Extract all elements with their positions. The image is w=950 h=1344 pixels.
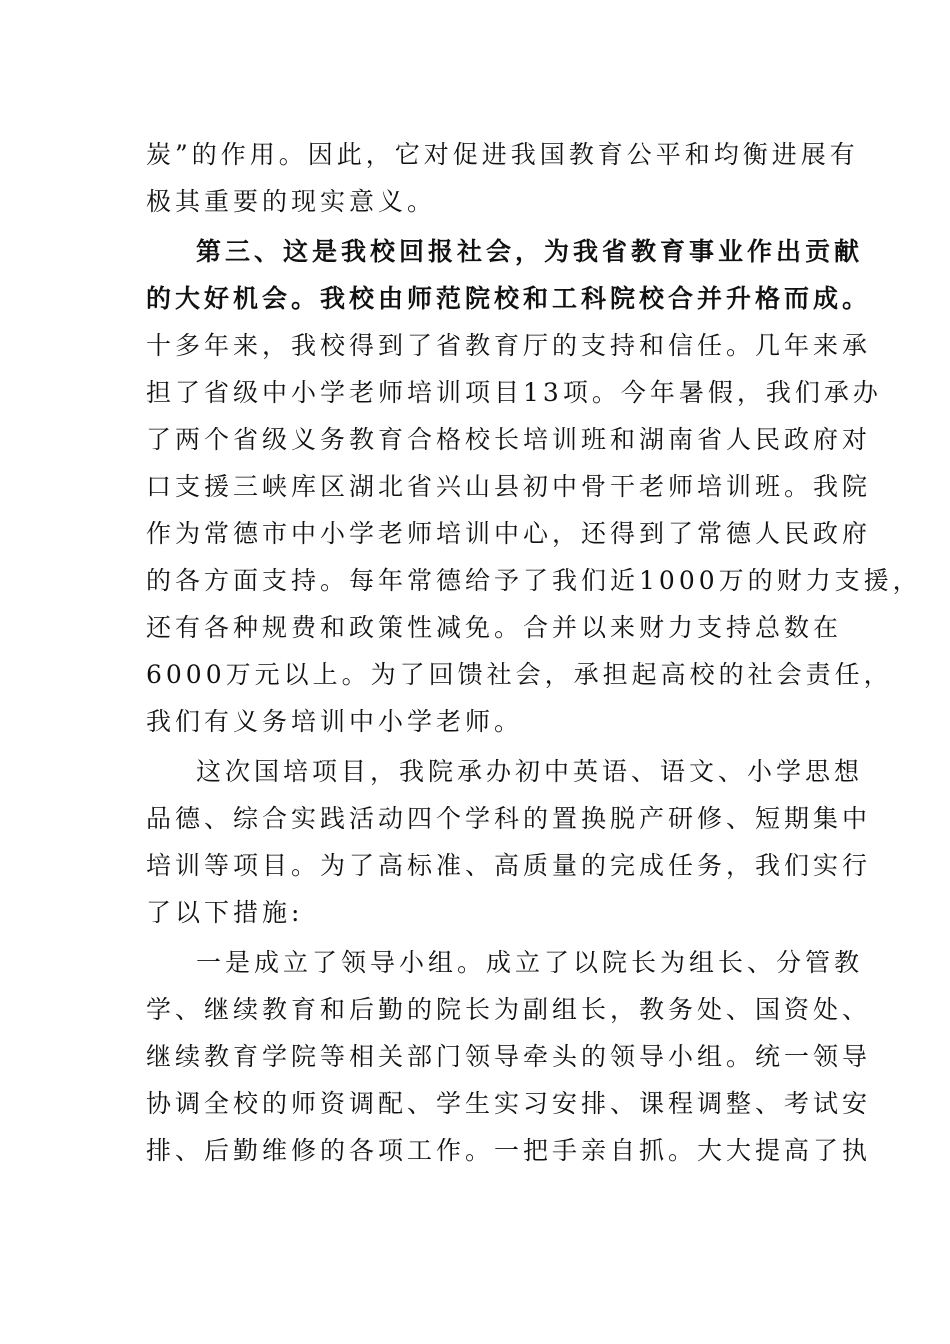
paragraph-line: 了以下措施: (146, 898, 304, 927)
paragraph-line: 培训等项目。为了高标准、高质量的完成任务，我们实行 (146, 851, 872, 880)
paragraph-line: 了两个省级义务教育合格校长培训班和湖南省人民政府对 (146, 425, 872, 454)
paragraph-line: 作为常德市中小学老师培训中心，还得到了常德人民政府 (146, 519, 872, 548)
paragraph-heading-line: 第三、这是我校回报社会，为我省教育事业作出贡献 (196, 237, 864, 266)
paragraph-line: 品德、综合实践活动四个学科的置换脱产研修、短期集中 (146, 804, 872, 833)
paragraph-line: 一是成立了领导小组。成立了以院长为组长、分管教 (196, 948, 864, 977)
paragraph-line: 炭”的作用。因此，它对促进我国教育公平和均衡进展有 (146, 140, 859, 169)
paragraph-line: 极其重要的现实意义。 (146, 187, 437, 216)
paragraph-line: 协调全校的师资调配、学生实习安排、课程调整、考试安 (146, 1089, 872, 1118)
paragraph-line: 还有各种规费和政策性减免。合并以来财力支持总数在 (146, 613, 843, 642)
paragraph-line: 学、继续教育和后勤的院长为副组长，教务处、国资处、 (146, 995, 872, 1024)
paragraph-line: 的各方面支持。每年常德给予了我们近1000万的财力支援， (146, 566, 922, 595)
paragraph-line: 6000万元以上。为了回馈社会，承担起高校的社会责任， (146, 660, 893, 689)
paragraph-heading-line: 的大好机会。我校由师范院校和工科院校合并升格而成。 (146, 284, 872, 313)
paragraph-2 (146, 228, 922, 745)
paragraph-line: 口支援三峡库区湖北省兴山县初中骨干老师培训班。我院 (146, 472, 872, 501)
document-body (146, 131, 922, 1177)
paragraph-3 (146, 748, 872, 936)
paragraph-4 (146, 939, 872, 1177)
paragraph-line: 我们有义务培训中小学老师。 (146, 707, 524, 736)
paragraph-1 (146, 131, 859, 225)
paragraph-line: 担了省级中小学老师培训项目13项。今年暑假，我们承办 (146, 378, 882, 407)
paragraph-line: 十多年来，我校得到了省教育厅的支持和信任。几年来承 (146, 331, 872, 360)
paragraph-line: 这次国培项目，我院承办初中英语、语文、小学思想 (196, 757, 864, 786)
paragraph-line: 继续教育学院等相关部门领导牵头的领导小组。统一领导 (146, 1042, 872, 1071)
paragraph-line: 排、后勤维修的各项工作。一把手亲自抓。大大提高了执 (146, 1136, 872, 1165)
